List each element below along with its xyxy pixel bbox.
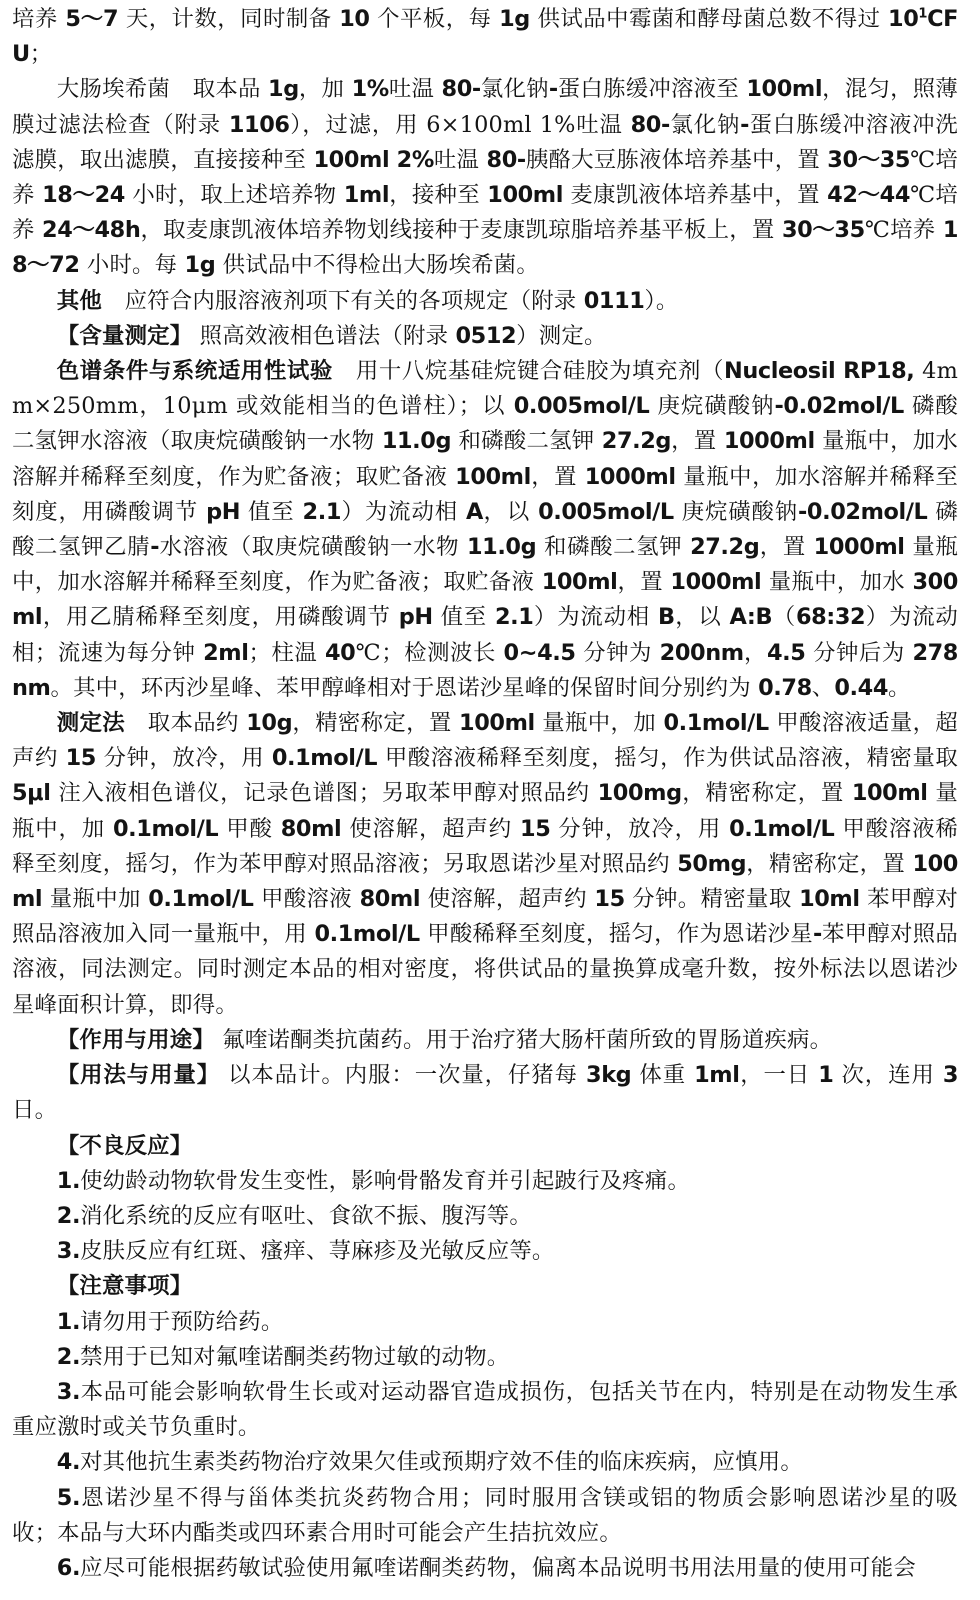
- precaution-item: 4.对其他抗生素类药物治疗效果欠佳或预期疗效不佳的临床疾病，应慎用。: [56, 1449, 803, 1476]
- microbial-limit-continuation: 培养 5～7 天，计数，同时制备 10 个平板，每 1g 供试品中霉菌和酵母菌总数不得过 $10^1CFU$；: [12, 6, 958, 68]
- precaution-item: 2.禁用于已知对氟喹诺酮类药物过敏的动物。: [56, 1343, 510, 1370]
- adverse-item: 2.消化系统的反应有呕吐、食欲不振、腹泻等。: [56, 1202, 532, 1229]
- dosage-heading: 【用法与用量】: [56, 1062, 221, 1089]
- assay-paragraph: 【含量测定】 照高效液相色谱法（附录 0512）测定。: [56, 322, 607, 349]
- chromatography-conditions-paragraph: 色谱条件与系统适用性试验 用十八烷基硅烷键合硅胶为填充剂（Nucleosil RP18, 4mm×250mm，10μm 或效能相当的色谱柱）；以 0.005mol/L 庚烷磺酸钠-0.02mol/L 磷酸二氢钾水溶液（取庚烷磺酸钠一水物 11.0g 和磷酸二氢钾 27.2g，置 1000ml 量瓶中，加水溶解并稀释至刻度，作为贮备液；取贮备液 100ml，置 1000ml 量瓶中，加水溶解并稀释至刻度，用磷酸调节 pH 值至 2.1）为流动相 A，以 0.005mol/L 庚烷磺酸钠-0.02mol/L 磷酸二氢钾乙腈-水溶液（取庚烷磺酸钠一水物 11.0g 和磷酸二氢钾 27.2g，置 1000ml 量瓶中，加水溶解并稀释至刻度，作为贮备液；取贮备液 100ml，置 1000ml 量瓶中，加水 300 ml，用乙腈稀释至刻度，用磷酸调节 pH 值至 2.1）为流动相 B，以 A:B（68:32）为流动相；流速为每分钟 2ml；柱温 40℃；检测波长 0~4.5 分钟为 200nm，4.5 分钟后为 278nm。其中，环丙沙星峰、苯甲醇峰相对于恩诺沙星峰的保留时间分别约为 0.78、0.44。: [12, 358, 959, 701]
- ecoli-heading: 大肠埃希菌: [56, 76, 171, 103]
- dosage-paragraph: 【用法与用量】 以本品计。内服：一次量，仔猪每 3kg 体重 1ml，一日 1 次，连用 3 日。: [12, 1062, 959, 1124]
- precaution-item: 6.应尽可能根据药敏试验使用氟喹诺酮类药物，偏离本品说明书用法用量的使用可能会: [56, 1554, 916, 1581]
- precaution-item: 3.本品可能会影响软骨生长或对运动器官造成损伤，包括关节在内，特别是在动物发生承重应激时或关节负重时。: [12, 1378, 958, 1441]
- ecoli-test-paragraph: 大肠埃希菌 取本品 1g，加 1%吐温 80-氯化钠-蛋白胨缓冲溶液至 100ml，混匀，照薄膜过滤法检查（附录 1106），过滤，用 6×100ml 1%吐温 80-氯化钠-蛋白胨缓冲溶液冲洗滤膜，取出滤膜，直接接种至 100ml 2%吐温 80-胰酪大豆胨液体培养基中，置 30～35℃培养 18～24 小时，取上述培养物 1ml，接种至 100ml 麦康凯液体培养基中，置 42～44℃培养 24～48h，取麦康凯液体培养物划线接种于麦康凯琼脂培养基平板上，置 30～35℃培养 18～72 小时。每 1g 供试品中不得检出大肠埃希菌。: [12, 76, 959, 279]
- assay-method-heading: 测定法: [56, 710, 126, 737]
- assay-heading: 【含量测定】: [56, 322, 193, 349]
- adverse-item: 3.皮肤反应有红斑、瘙痒、荨麻疹及光敏反应等。: [56, 1238, 555, 1265]
- precautions-heading: 【注意事项】: [56, 1273, 193, 1300]
- precaution-item: 1.请勿用于预防给药。: [56, 1308, 284, 1335]
- adverse-item: 1.使幼龄动物软骨发生变性，影响骨骼发育并引起跛行及疼痛。: [56, 1167, 691, 1194]
- adverse-reactions-heading: 【不良反应】: [56, 1132, 193, 1159]
- chromatography-heading: 色谱条件与系统适用性试验: [56, 358, 333, 385]
- indications-paragraph: 【作用与用途】 氟喹诺酮类抗菌药。用于治疗猪大肠杆菌所致的胃肠道疾病。: [56, 1026, 833, 1053]
- other-requirements-paragraph: 其他 应符合内服溶液剂项下有关的各项规定（附录 0111）。: [56, 287, 679, 314]
- precaution-item: 5.恩诺沙星不得与甾体类抗炎药物合用；同时服用含镁或铝的物质会影响恩诺沙星的吸收；本品与大环内酯类或四环素合用时可能会产生拮抗效应。: [12, 1484, 958, 1546]
- other-heading: 其他: [56, 287, 102, 314]
- indications-heading: 【作用与用途】: [56, 1026, 215, 1053]
- assay-method-paragraph: 测定法 取本品约 10g，精密称定，置 100ml 量瓶中，加 0.1mol/L 甲酸溶液适量，超声约 15 分钟，放冷，用 0.1mol/L 甲酸溶液稀释至刻度，摇匀，作为供试品溶液，精密量取 5μl 注入液相色谱仪，记录色谱图；另取苯甲醇对照品约 100mg，精密称定，置 100ml 量瓶中，加 0.1mol/L 甲酸 80ml 使溶解，超声约 15 分钟，放冷，用 0.1mol/L 甲酸溶液稀释至刻度，摇匀，作为苯甲醇对照品溶液；另取恩诺沙星对照品约 50mg，精密称定，置 100ml 量瓶中加 0.1mol/L 甲酸溶液 80ml 使溶解，超声约 15 分钟。精密量取 10ml 苯甲醇对照品溶液加入同一量瓶中，用 0.1mol/L 甲酸稀释至刻度，摇匀，作为恩诺沙星-苯甲醇对照品溶液，同法测定。同时测定本品的相对密度，将供试品的量换算成毫升数，按外标法以恩诺沙星峰面积计算，即得。: [12, 710, 959, 1018]
